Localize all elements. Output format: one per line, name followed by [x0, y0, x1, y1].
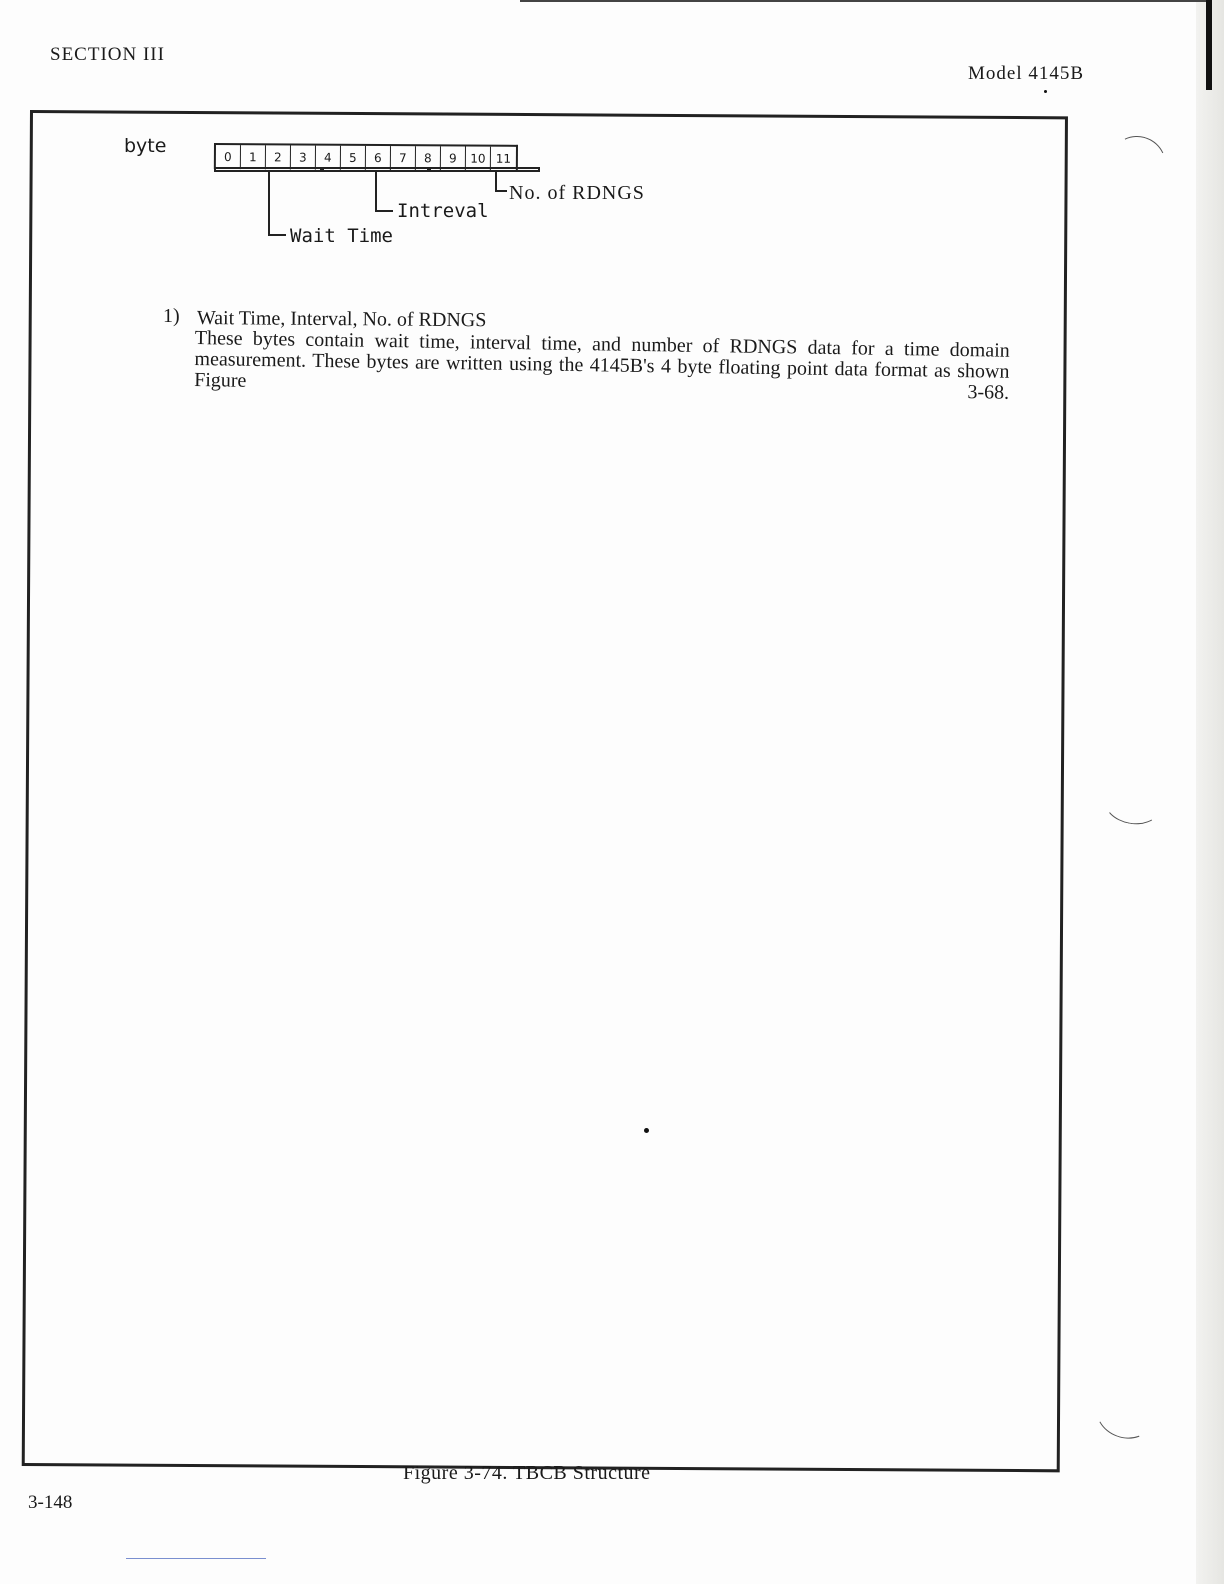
top-right-edge-mark [1206, 0, 1212, 90]
interval-leader-vertical [375, 172, 377, 212]
byte-cell: 9 [441, 146, 466, 170]
rdngs-group-bar [429, 167, 540, 172]
wait-time-leader-horizontal [268, 234, 286, 236]
bottom-underline [126, 1558, 266, 1559]
description-paragraph: These bytes contain wait time, interval time, and number of RDNGS data for a time domain measurement. These bytes are written using the 4145B's 4 byte floating point data format as shown Figure 3-68. [194, 327, 1010, 404]
byte-label: byte [124, 135, 167, 157]
wait-time-label: Wait Time [290, 225, 393, 247]
interval-label: Intreval [397, 200, 489, 222]
byte-cell: 1 [241, 145, 266, 169]
byte-cell: 11 [495, 151, 512, 166]
section-header: SECTION III [50, 44, 165, 65]
byte-cell: 0 [216, 145, 241, 169]
byte-cell: 7 [391, 146, 416, 170]
byte-cell: 3 [291, 145, 316, 169]
byte-cell: 2 [266, 145, 291, 169]
rdngs-label: No. of RDNGS [509, 182, 645, 204]
page-edge-shadow [1196, 0, 1224, 1584]
byte-cell: 4 [316, 146, 341, 170]
page-number: 3-148 [28, 1492, 73, 1513]
wait-time-leader-vertical [268, 172, 270, 236]
model-header: Model 4145B [968, 63, 1085, 84]
item-number: 1) [163, 305, 180, 327]
rdngs-leader-horizontal [495, 190, 507, 192]
top-border-rule [520, 0, 1210, 2]
rdngs-leader-vertical [495, 172, 497, 192]
item-heading: Wait Time, Interval, No. of RDNGS [196, 307, 487, 332]
byte-cell: 10 [466, 147, 491, 171]
byte-cell: 8 [416, 146, 441, 170]
interval-leader-horizontal [375, 210, 393, 212]
byte-cell: 5 [341, 146, 366, 170]
ink-speck [644, 1128, 649, 1133]
ink-speck [1044, 90, 1047, 93]
byte-cell: 6 [366, 146, 391, 170]
figure-caption: Figure 3-74. TBCB Structure [403, 1462, 651, 1484]
